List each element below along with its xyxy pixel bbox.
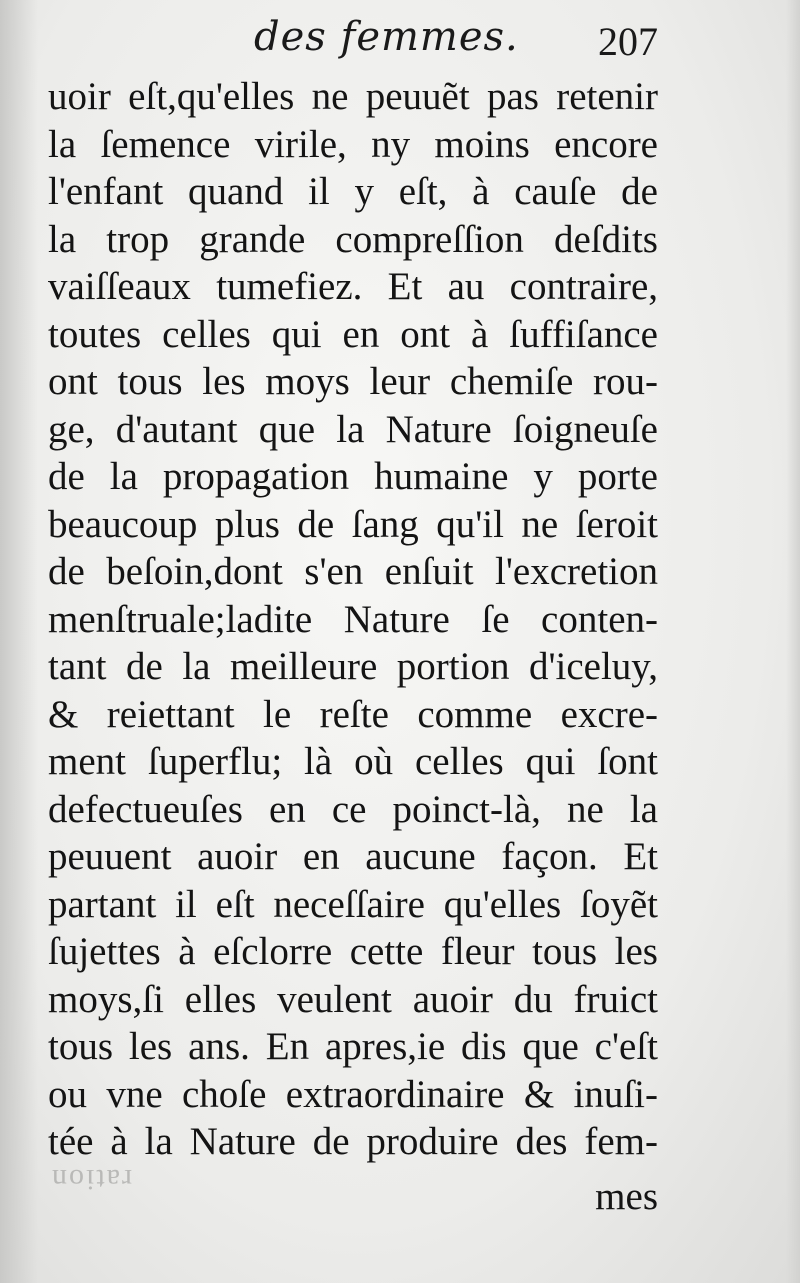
text-line: tous les ans. En apres,ie dis que c'eſt bbox=[48, 1025, 658, 1068]
running-title: des femmes. bbox=[254, 14, 519, 60]
text-line: peuuent auoir en aucune façon. Et bbox=[48, 835, 658, 878]
text-line: ou vne choſe extraordinaire & inuſi- bbox=[48, 1072, 658, 1116]
text-line: defectueuſes en ce poinct-là, ne la bbox=[48, 787, 658, 831]
text-line: de la propagation humaine y porte bbox=[48, 455, 658, 498]
page-header bbox=[48, 14, 658, 74]
text-line: ſujettes à eſclorre cette fleur tous les bbox=[48, 930, 658, 973]
text-line: la ſemence virile, ny moins encore bbox=[48, 122, 658, 166]
text-line: ge, d'autant que la Nature ſoigneuſe bbox=[48, 407, 658, 451]
body-text bbox=[48, 73, 658, 1166]
show-through-text: ration bbox=[50, 1163, 132, 1196]
text-line: ment ſuperflu; là où celles qui ſont bbox=[48, 740, 658, 783]
page-number: 207 bbox=[598, 19, 658, 64]
text-line: tée à la Nature de produire des fem- bbox=[48, 1120, 658, 1163]
text-line: de beſoin,dont s'en enſuit l'excretion bbox=[48, 550, 658, 593]
text-line: & reiettant le reſte comme excre- bbox=[48, 692, 658, 736]
text-line: uoir eſt,qu'elles ne peuuẽt pas retenir bbox=[48, 75, 658, 118]
text-line: menſtruale;ladite Nature ſe conten- bbox=[48, 597, 658, 641]
text-line: toutes celles qui en ont à ſuffiſance bbox=[48, 312, 658, 356]
text-line: l'enfant quand il y eſt, à cauſe de bbox=[48, 170, 658, 213]
text-line: partant il eſt neceſſaire qu'elles ſoyẽt bbox=[48, 882, 658, 926]
text-line: beaucoup plus de ſang qu'il ne ſeroit bbox=[48, 502, 658, 546]
text-line: la trop grande compreſſion deſdits bbox=[48, 217, 658, 261]
text-line: ont tous les moys leur chemiſe rou- bbox=[48, 360, 658, 403]
text-line: vaiſſeaux tumefiez. Et au contraire, bbox=[48, 265, 658, 308]
catchword: mes bbox=[595, 1175, 658, 1218]
text-line: moys,ſi elles veulent auoir du fruict bbox=[48, 977, 658, 1021]
text-line: tant de la meilleure portion d'iceluy, bbox=[48, 645, 658, 688]
